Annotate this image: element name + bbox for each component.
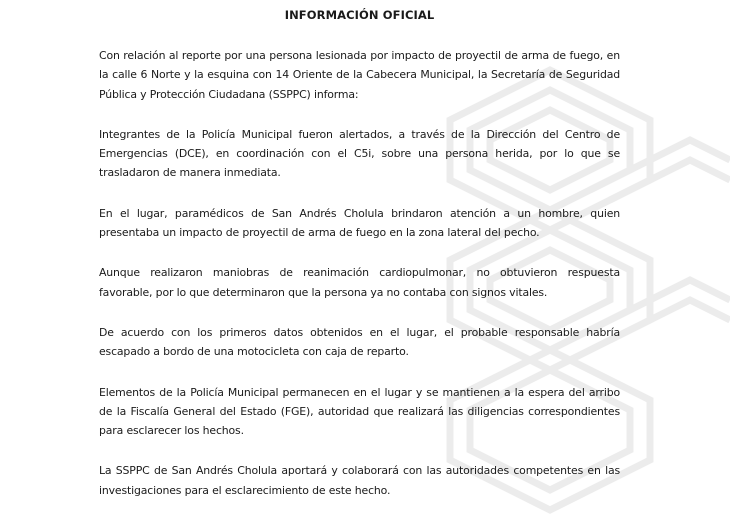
paragraph-intro: Con relación al reporte por una persona lesionada por impacto de proyectil de arma de fuego, en la calle 6 Norte y la esquina con 14 Oriente de la Cabecera Municipal, la Secretaría de Seguridad Pública y Protección Ciudadana (SSPPC) informa: xyxy=(99,49,620,101)
paragraph-reanimation: Aunque realizaron maniobras de reanimación cardiopulmonar, no obtuvieron respuesta favorable, por lo que determinaron que la persona ya no contaba con signos vitales. xyxy=(99,266,620,299)
paragraph-closing: La SSPPC de San Andrés Cholula aportará y colaborará con las autoridades competentes en las investigaciones para el esclarecimiento de este hecho. xyxy=(99,464,620,497)
paragraph-alert: Integrantes de la Policía Municipal fueron alertados, a través de la Dirección del Centro de Emergencias (DCE), en coordinación con el C5i, sobre una persona herida, por lo que se trasladaron de manera inmediata. xyxy=(99,127,620,180)
paragraph-police: Elementos de la Policía Municipal permanecen en el lugar y se mantienen a la espera del arribo de la Fiscalía General del Estado (FGE), autoridad que realizará las diligencias correspondientes para esclarecer los hechos. xyxy=(99,385,620,438)
document-body xyxy=(99,8,620,521)
document-title: INFORMACIÓN OFICIAL xyxy=(284,8,435,22)
paragraph-suspect: De acuerdo con los primeros datos obtenidos en el lugar, el probable responsable habría escapado a bordo de una motocicleta con caja de reparto. xyxy=(99,325,620,359)
paragraph-paramedics: En el lugar, paramédicos de San Andrés Cholula brindaron atención a un hombre, quien presentaba un impacto de proyectil de arma de fuego en la zona lateral del pecho. xyxy=(99,206,620,240)
